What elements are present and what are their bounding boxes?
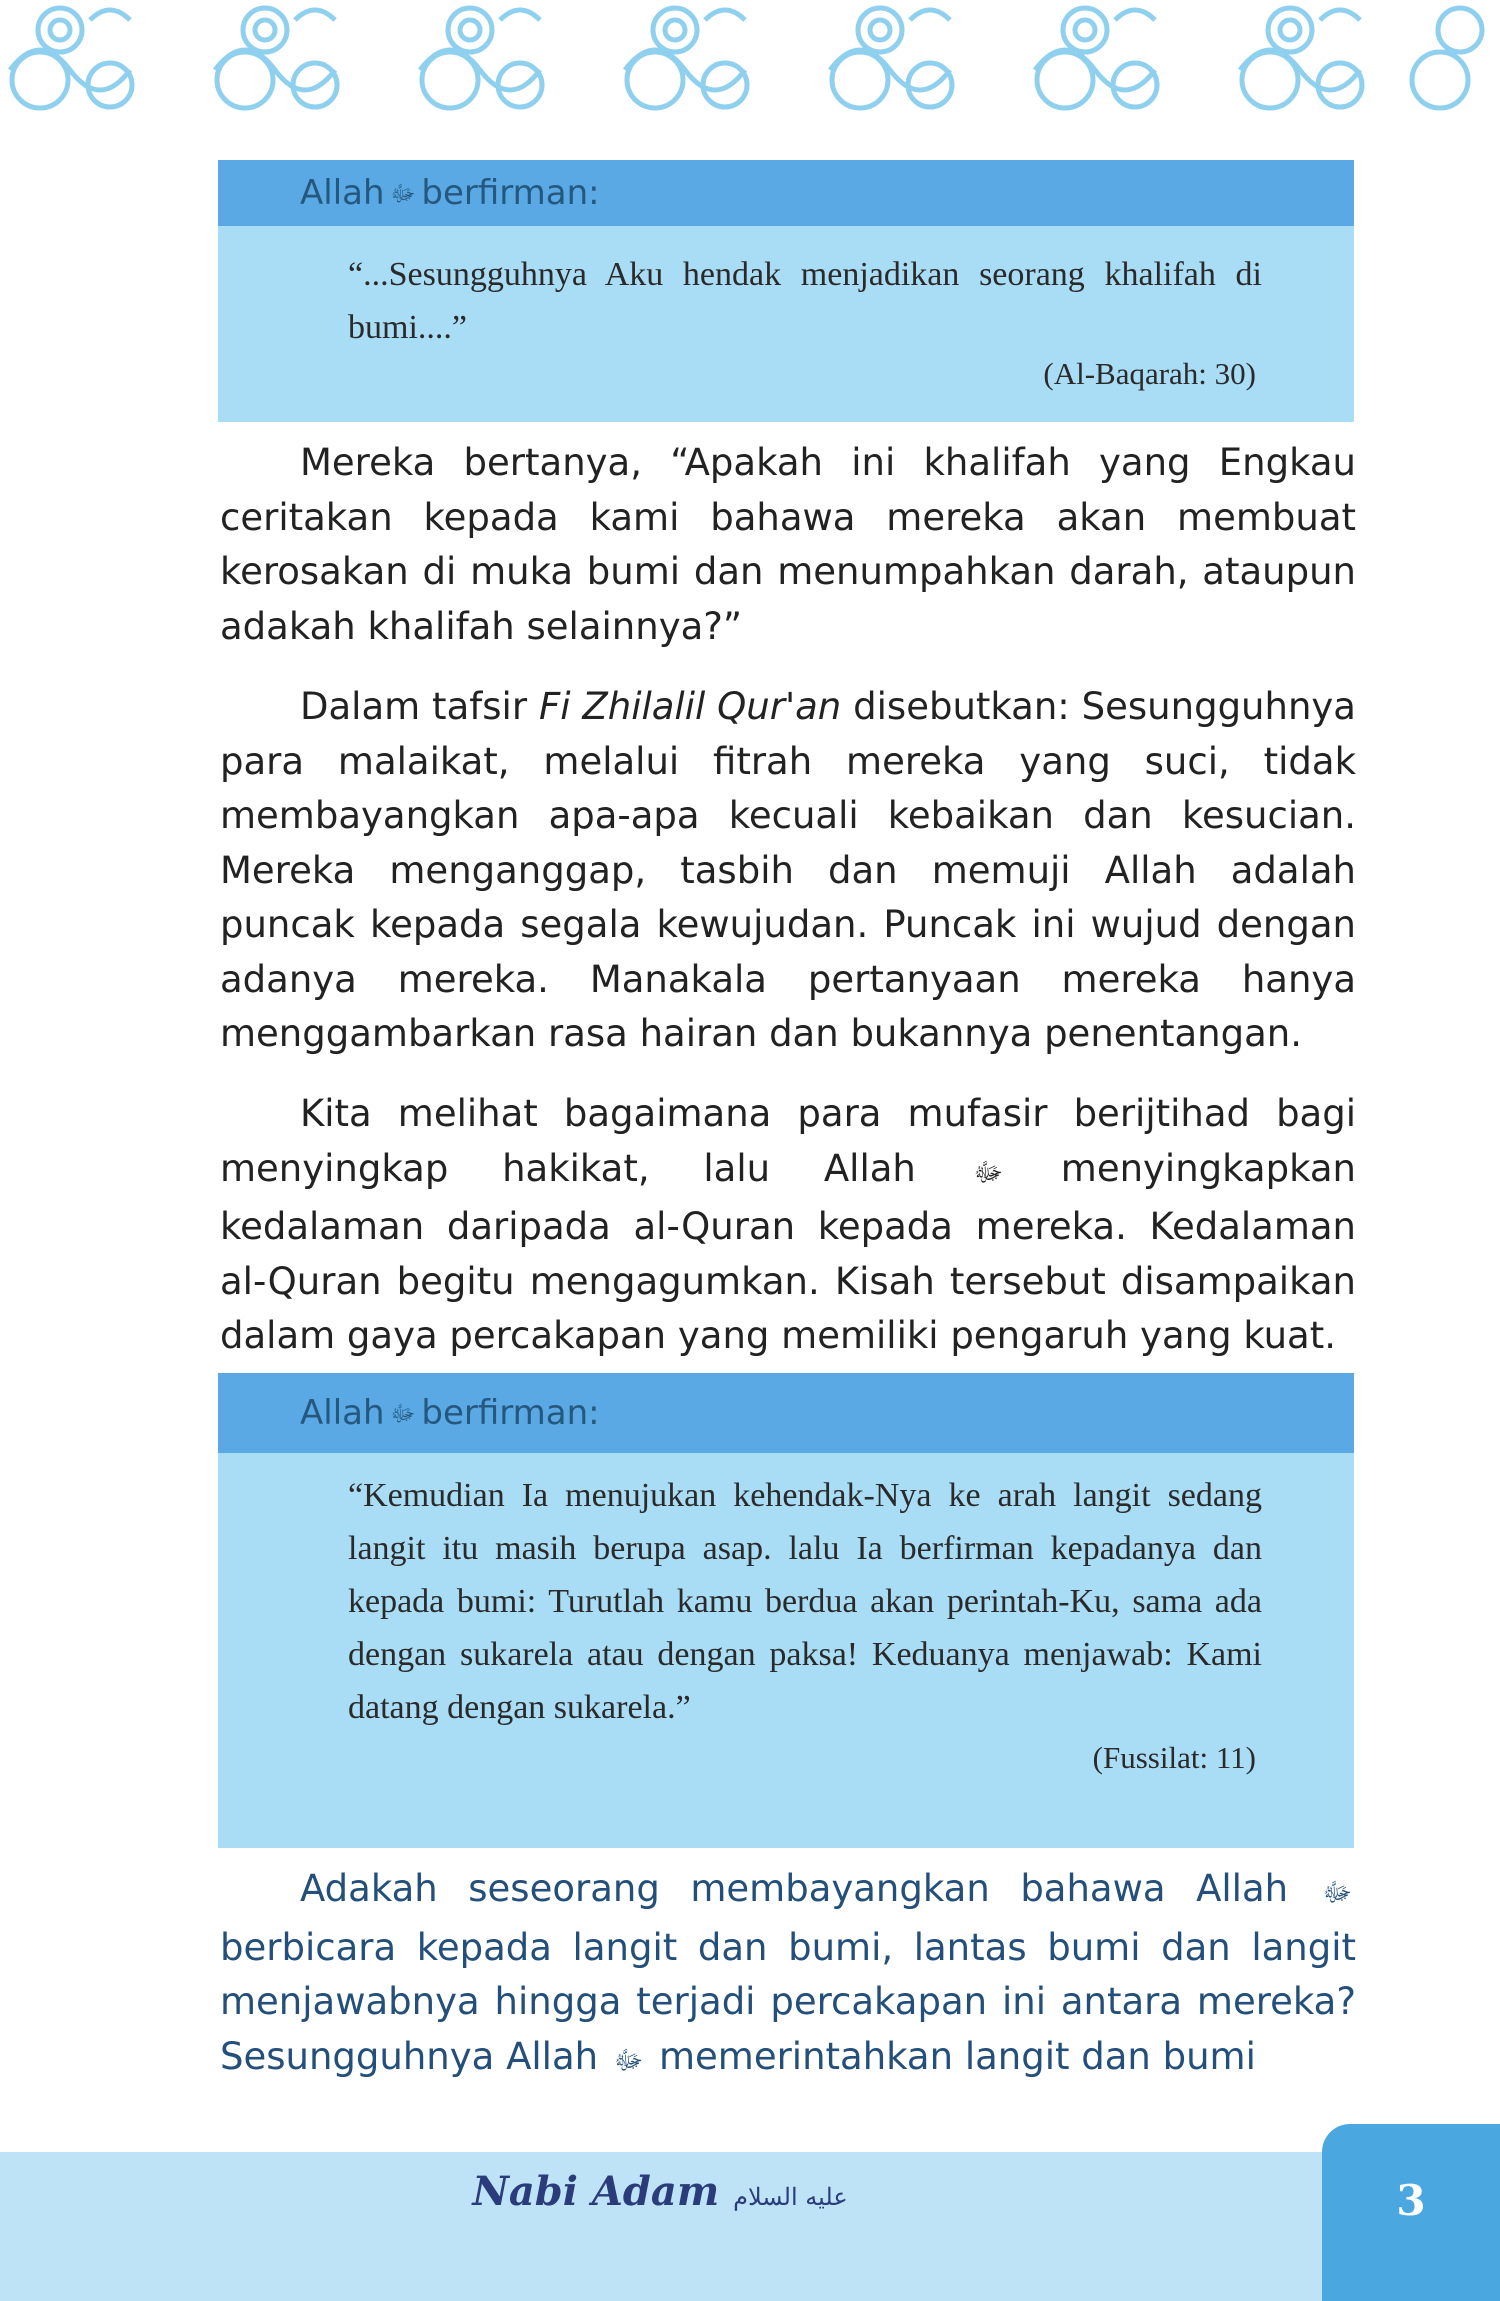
allah-honorific-icon: ﷻ (973, 1157, 1003, 1188)
paragraph-1: Mereka bertanya, “Apakah ini khalifah yang Engkau ceritakan kepada kami bahawa mereka akan membuat kerosakan di muka bumi dan menumpahkan darah, ataupun adakah khalifah selainnya?” (220, 441, 1356, 648)
allah-honorific-icon: ﷻ (613, 2045, 644, 2076)
paragraph-2-rest: disebutkan: Sesungguhnya para malaikat, melalui fitrah mereka yang suci, tidak membayangkan apa-apa kecuali kebaikan dan kesucian. Mereka menganggap, tasbih dan memuji Allah adalah puncak kepada segala kewujudan. Puncak ini wujud dengan adanya mereka. Manakala pertanyaan mereka hanya menggambarkan rasa hairan dan bukannya penentangan. (220, 685, 1356, 1055)
paragraph-4-a: Adakah seseorang membayangkan bahawa Allah (300, 1867, 1289, 1910)
prophet-honorific-icon: عليه السلام (733, 2183, 848, 2211)
paragraph-3 (220, 1087, 1356, 1364)
paragraph-2 (220, 680, 1356, 1062)
book-title: Fi Zhilalil Qur'an (538, 685, 842, 728)
paragraph-4 (220, 1862, 1356, 2088)
footer-title (0, 2168, 1320, 2215)
header-verb: berfirman: (421, 173, 600, 213)
page-number: 3 (1396, 2176, 1426, 2225)
quote-box-2-header (218, 1373, 1354, 1453)
allah-honorific-icon: ﷻ (1322, 1878, 1353, 1908)
header-allah: Allah (300, 1393, 385, 1433)
paragraph-3-start: Kita melihat bagaimana para mufasir berijtihad bagi menyingkap hakikat, lalu Allah (220, 1092, 1356, 1190)
paragraph-4-c: memerintahkan langit dan bumi (658, 2034, 1256, 2078)
decorative-border (0, 0, 1500, 140)
paragraph-4-b: berbicara kepada langit dan bumi, lantas bumi dan langit menjawabnya hingga terjadi percakapan ini antara mereka? Sesungguhnya Allah (220, 1925, 1356, 2078)
quote-reference-2: (Fussilat: 11) (1092, 1740, 1256, 1775)
quote-text-1: “...Sesungguhnya Aku hendak menjadikan seorang khalifah di bumi....” (348, 256, 1262, 346)
header-allah: Allah (300, 173, 385, 213)
allah-honorific-icon: ﷻ (390, 1401, 416, 1427)
paragraph-3-rest: menyingkapkan kedalaman daripada al-Quran kepada mereka. Kedalaman al-Quran begitu mengagumkan. Kisah tersebut disampaikan dalam gaya percakapan yang memiliki pengaruh yang kuat. (220, 1146, 1356, 1357)
paragraph-2-start: Dalam tafsir (300, 685, 539, 728)
quote-reference-1: (Al-Baqarah: 30) (1043, 356, 1256, 391)
quote-box-1 (218, 160, 1354, 422)
quote-box-2 (218, 1373, 1354, 1848)
quote-text-2: “Kemudian Ia menujukan kehendak-Nya ke arah langit sedang langit itu masih berupa asap. lalu Ia berfirman kepadanya dan kepada bumi: Turutlah kamu berdua akan perintah-Ku, sama ada dengan sukarela atau dengan paksa! Keduanya menjawab: Kami datang dengan sukarela.” (348, 1477, 1262, 1726)
header-verb: berfirman: (421, 1393, 600, 1433)
ornament-motif (10, 8, 132, 108)
allah-honorific-icon: ﷻ (390, 181, 416, 207)
footer-title-text: Nabi Adam (472, 2168, 720, 2215)
quote-box-1-header (218, 160, 1354, 226)
